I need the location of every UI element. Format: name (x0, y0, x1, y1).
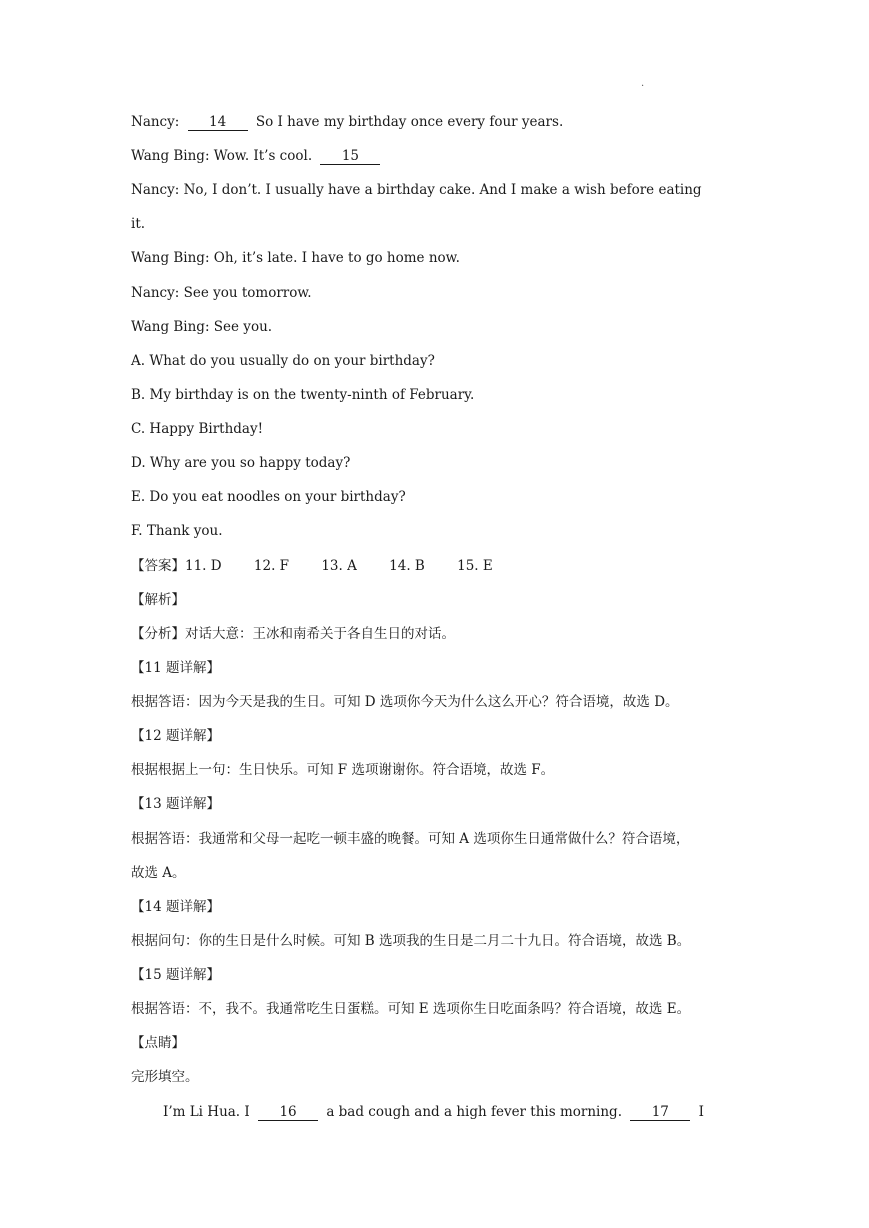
dialogue-line: Wang Bing: Oh, it’s late. I have to go home now. (131, 250, 460, 266)
cloze-blank-17: 17 (630, 1104, 690, 1121)
dialogue-text: Wang Bing: Wow. It’s cool. (131, 148, 313, 164)
option-f: F. Thank you. (131, 523, 223, 539)
answer-item: 11. D (185, 558, 222, 574)
cloze-paragraph (163, 1102, 704, 1122)
answer-item: 15. E (457, 558, 493, 574)
q15-explanation: 根据答语：不，我不。我通常吃生日蛋糕。可知 E 选项你生日吃面条吗？符合语境，故选 E。 (131, 1001, 691, 1017)
dialogue-line: Nancy: No, I don’t. I usually have a birthday cake. And I make a wish before eating (131, 182, 702, 198)
dialogue-text: So I have my birthday once every four years. (255, 114, 564, 130)
dialogue-line (131, 112, 563, 132)
q13-explanation: 根据答语：我通常和父母一起吃一顿丰盛的晚餐。可知 A 选项你生日通常做什么？符合语境， (131, 831, 690, 847)
dialogue-line: Wang Bing: See you. (131, 319, 273, 335)
dialogue-line: Nancy: See you tomorrow. (131, 285, 312, 301)
q13-heading: 【13 题详解】 (131, 796, 220, 812)
section-heading: 【解析】 (131, 592, 185, 608)
answer-label: 【答案】 (131, 558, 185, 574)
dialogue-line (131, 146, 384, 166)
dialogue-line: it. (131, 216, 146, 232)
answer-item: 13. A (321, 558, 357, 574)
q12-explanation: 根据根据上一句：生日快乐。可知 F 选项谢谢你。符合语境，故选 F。 (131, 762, 555, 778)
answer-item: 12. F (253, 558, 290, 574)
answer-blank-15: 15 (320, 148, 380, 165)
option-e: E. Do you eat noodles on your birthday? (131, 489, 406, 505)
speaker-label: Nancy: (131, 114, 180, 130)
answer-blank-14: 14 (188, 114, 248, 131)
cloze-text: I’m Li Hua. I (163, 1104, 250, 1120)
q14-heading: 【14 题详解】 (131, 899, 220, 915)
answer-line (131, 556, 493, 576)
option-a: A. What do you usually do on your birthday? (131, 353, 435, 369)
q13-explanation-cont: 故选 A。 (131, 865, 186, 881)
cloze-text: I (698, 1104, 704, 1120)
option-b: B. My birthday is on the twenty-ninth of February. (131, 387, 475, 403)
analysis-summary: 【分析】对话大意：王冰和南希关于各自生日的对话。 (131, 626, 455, 642)
option-c: C. Happy Birthday! (131, 421, 264, 437)
q12-heading: 【12 题详解】 (131, 728, 220, 744)
q14-explanation: 根据问句：你的生日是什么时候。可知 B 选项我的生日是二月二十九日。符合语境，故选 B。 (131, 933, 691, 949)
dianjing-heading: 【点睛】 (131, 1035, 185, 1051)
cloze-blank-16: 16 (258, 1104, 318, 1121)
answer-item: 14. B (389, 558, 425, 574)
cloze-text: a bad cough and a high fever this morning. (326, 1104, 622, 1120)
q11-heading: 【11 题详解】 (131, 660, 220, 676)
option-d: D. Why are you so happy today? (131, 455, 351, 471)
cloze-title: 完形填空。 (131, 1069, 199, 1085)
q15-heading: 【15 题详解】 (131, 967, 220, 983)
q11-explanation: 根据答语：因为今天是我的生日。可知 D 选项你今天为什么这么开心？符合语境，故选 D。 (131, 694, 679, 710)
header-mark: . (641, 78, 645, 89)
